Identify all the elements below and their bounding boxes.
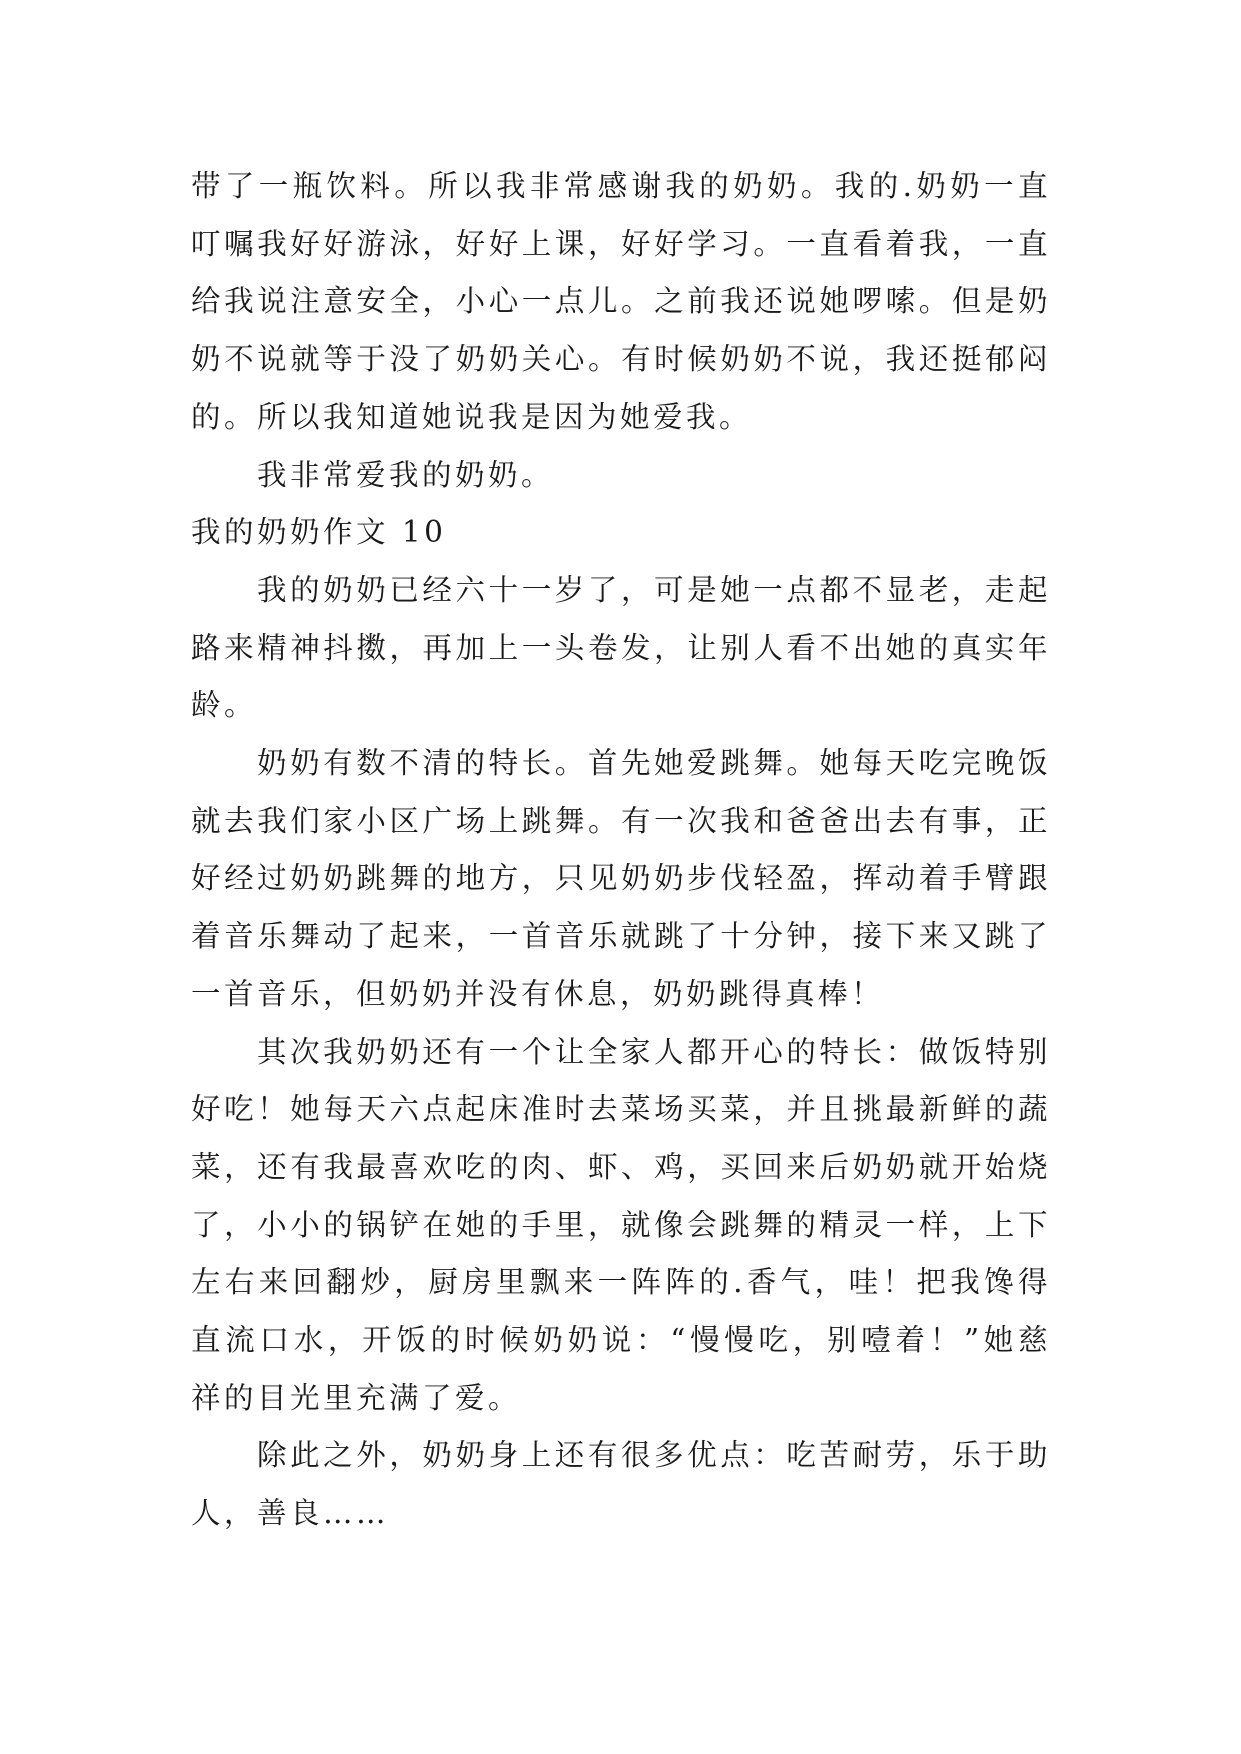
essay-heading: 我的奶奶作文 10	[191, 515, 447, 550]
paragraph-dancing: 奶奶有数不清的特长。首先她爱跳舞。她每天吃完晚饭就去我们家小区广场上跳舞。有一次我和爸爸出去有事，正好经过奶奶跳舞的地方，只见奶奶步伐轻盈，挥动着手臂跟着音乐舞动了起来，一首音乐就跳了十分钟，接下来又跳了一首音乐，但奶奶并没有休息，奶奶跳得真棒！	[191, 746, 1051, 1011]
paragraph-cooking: 其次我奶奶还有一个让全家人都开心的特长：做饭特别好吃！她每天六点起床准时去菜场买菜，并且挑最新鲜的蔬菜，还有我最喜欢吃的肉、虾、鸡，买回来后奶奶就开始烧了，小小的锅铲在她的手里，就像会跳舞的精灵一样，上下左右来回翻炒，厨房里飘来一阵阵的.香气，哇！把我馋得直流口水，开饭的时候奶奶说：“慢慢吃，别噎着！”她慈祥的目光里充满了爱。	[191, 1034, 1051, 1415]
paragraph-age: 我的奶奶已经六十一岁了，可是她一点都不显老，走起路来精神抖擞，再加上一头卷发，让别人看不出她的真实年龄。	[191, 572, 1051, 723]
document-page	[191, 158, 1051, 1543]
paragraph-virtues: 除此之外，奶奶身上还有很多优点：吃苦耐劳，乐于助人，善良……	[191, 1438, 1051, 1531]
paragraph-continued: 带了一瓶饮料。所以我非常感谢我的奶奶。我的.奶奶一直叮嘱我好好游泳，好好上课，好好学习。一直看着我，一直给我说注意安全，小心一点儿。之前我还说她啰嗦。但是奶奶不说就等于没了奶奶关心。有时候奶奶不说，我还挺郁闷的。所以我知道她说我是因为她爱我。	[191, 169, 1051, 434]
paragraph-love-grandma: 我非常爱我的奶奶。	[257, 457, 555, 492]
